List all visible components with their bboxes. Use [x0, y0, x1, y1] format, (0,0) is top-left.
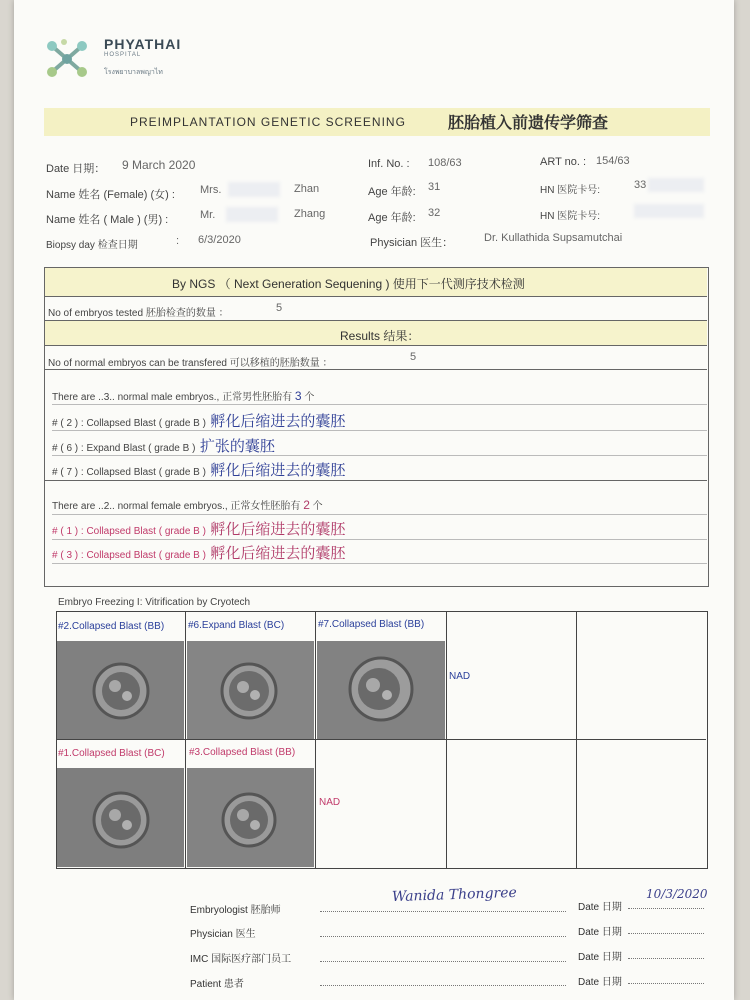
male-age-label: Age 年龄:: [368, 212, 416, 224]
divider: [44, 296, 707, 297]
grid-vline: [446, 611, 447, 869]
physician-value: Dr. Kullathida Supsamutchai: [484, 232, 623, 244]
brand-sub: HOSPITAL: [104, 52, 142, 58]
male-name-label: Name 姓名 ( Male ) (男) :: [46, 214, 169, 226]
signature-line: [320, 936, 566, 937]
female-line: [52, 497, 323, 512]
male-line: [52, 388, 314, 403]
tested-label: No of embryos tested 胚胎检查的数量 ：: [48, 308, 229, 319]
female-entry-row: [52, 542, 345, 563]
hn-value-1: 33: [634, 179, 647, 191]
date-value: 9 March 2020: [122, 158, 196, 172]
divider: [52, 455, 707, 456]
female-prefix: Mrs.: [200, 184, 222, 196]
female-count-hand: 2: [303, 498, 310, 512]
female-entry-row: [52, 518, 345, 539]
divider: [52, 430, 707, 431]
female-age-label: Age 年龄:: [368, 186, 416, 198]
female-entry-note: 孵化后缩进去的囊胚: [210, 521, 346, 538]
hn-label-2: HN 医院卡号:: [540, 211, 600, 222]
date-line: [628, 933, 704, 934]
redaction-mask: [226, 207, 278, 222]
embryo-label: #1.Collapsed Blast (BC): [58, 748, 165, 759]
hn-label-1: HN 医院卡号:: [540, 185, 600, 196]
male-entry-code: # ( 2 ) : Collapsed Blast ( grade B ): [52, 418, 206, 429]
male-surname: Zhang: [294, 208, 326, 220]
date-line: [628, 983, 704, 984]
date-line: [628, 908, 704, 909]
female-entry-note: 孵化后缩进去的囊胚: [210, 545, 346, 562]
embryo-photo: [57, 641, 184, 739]
embryo-label: #3.Collapsed Blast (BB): [189, 747, 296, 758]
embryo-photo: [187, 641, 314, 739]
male-entry-row: [52, 410, 345, 431]
date-label: Date 日期：: [46, 163, 106, 175]
female-entry-code: # ( 1 ) : Collapsed Blast ( grade B ): [52, 526, 206, 537]
physician-sign-label: Physician 医生: [190, 929, 256, 940]
female-line-b: .. normal female embryos., 正常女性胚胎有: [109, 501, 301, 512]
grid-vline: [576, 611, 577, 869]
male-line-a: There are ..: [52, 392, 104, 403]
male-entry-code: # ( 7 ) : Collapsed Blast ( grade B ): [52, 467, 206, 478]
nad-label: NAD: [319, 797, 341, 808]
results-label: Results 结果：: [340, 329, 420, 343]
divider: [52, 514, 707, 515]
embryo-label: #7.Collapsed Blast (BB): [318, 619, 425, 630]
physician-label: Physician 医生：: [370, 237, 454, 249]
female-name-label: Name 姓名 (Female) (女) :: [46, 189, 175, 201]
patient-label: Patient 患者: [190, 979, 244, 990]
tested-value: 5: [276, 302, 283, 314]
redaction-mask: [648, 178, 704, 192]
normal-value: 5: [410, 351, 417, 363]
nad-label: NAD: [449, 671, 471, 682]
male-entry-code: # ( 6 ) : Expand Blast ( grade B ): [52, 443, 196, 454]
title-en: PREIMPLANTATION GENETIC SCREENING: [130, 115, 406, 129]
freezing-heading: Embryo Freezing I: Vitrification by Cryotech: [58, 597, 251, 608]
biopsy-value: 6/3/2020: [198, 234, 241, 246]
female-count: 2: [103, 501, 110, 512]
female-line-a: There are ..: [52, 501, 104, 512]
male-entry-row: [52, 459, 345, 480]
date-label: Date 日期: [578, 927, 622, 938]
divider: [52, 563, 707, 564]
signature-line: [320, 961, 566, 962]
divider: [44, 345, 707, 346]
date-label: Date 日期: [578, 952, 622, 963]
date-line: [628, 958, 704, 959]
biopsy-label: Biopsy day 检查日期: [46, 240, 138, 251]
art-label: ART no. :: [540, 156, 587, 168]
signature-line: [320, 985, 566, 986]
imc-label: IMC 国际医疗部门员工: [190, 954, 292, 965]
embryo-photo: [57, 768, 184, 867]
divider: [44, 369, 707, 370]
date-label: Date 日期: [578, 902, 622, 913]
grid-hline: [56, 739, 706, 740]
embryo-photo: [187, 768, 314, 867]
redaction-mask: [228, 182, 280, 197]
biopsy-sep: :: [176, 235, 180, 247]
male-unit: 个: [304, 392, 315, 403]
normal-label: No of normal embryos can be transfered 可以移植的胚胎数量 ：: [48, 358, 333, 369]
male-prefix: Mr.: [200, 209, 216, 221]
female-surname: Zhan: [294, 183, 320, 195]
female-entry-code: # ( 3 ) : Collapsed Blast ( grade B ): [52, 550, 206, 561]
male-count: 3: [103, 392, 110, 403]
male-entry-note: 孵化后缩进去的囊胚: [210, 462, 346, 479]
divider: [44, 480, 707, 481]
embryo-label: #6.Expand Blast (BC): [188, 620, 285, 631]
grid-vline: [185, 611, 186, 869]
title-cn: 胚胎植入前遗传学筛查: [448, 115, 609, 132]
date-label: Date 日期: [578, 977, 622, 988]
divider: [52, 404, 707, 405]
art-value: 154/63: [596, 155, 630, 167]
female-age: 31: [428, 181, 441, 193]
embryo-photo: [317, 641, 445, 739]
inf-value: 108/63: [428, 157, 462, 169]
male-count-hand: 3: [294, 389, 302, 403]
phyathai-logo-icon: [44, 38, 90, 80]
male-age: 32: [428, 207, 441, 219]
ngs-heading: By NGS （ Next Generation Sequening ) 使用下一代测序技术检测: [172, 277, 525, 291]
divider: [52, 539, 707, 540]
male-entry-note: 孵化后缩进去的囊胚: [210, 413, 346, 430]
male-entry-row: [52, 435, 275, 456]
brand-name: PHYATHAI: [104, 36, 182, 52]
grid-vline: [315, 611, 316, 869]
redaction-mask: [634, 204, 704, 218]
female-unit: 个: [312, 501, 323, 512]
male-entry-note: 扩张的囊胚: [199, 438, 275, 455]
embryologist-label: Embryologist 胚胎师: [190, 905, 281, 916]
embryologist-signature: Wanida Thongree: [391, 884, 518, 906]
embryo-label: #2.Collapsed Blast (BB): [58, 621, 165, 632]
signature-line: [320, 911, 566, 912]
brand-thai: โรงพยาบาลพญาไท: [104, 69, 163, 76]
male-line-b: .. normal male embryos., 正常男性胚胎有: [109, 392, 293, 403]
date-signature: 10/3/2020: [646, 887, 708, 901]
inf-label: Inf. No. :: [368, 158, 410, 170]
